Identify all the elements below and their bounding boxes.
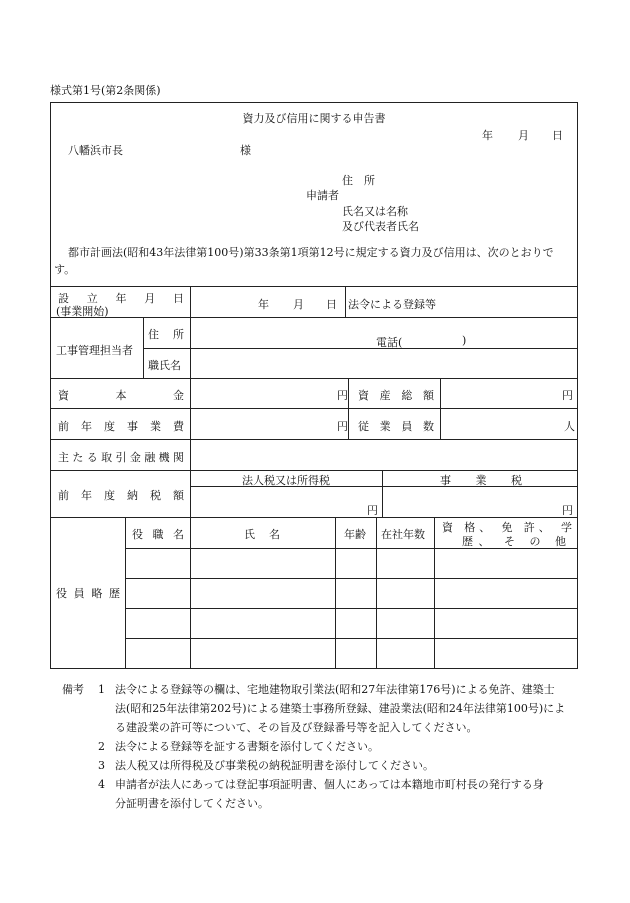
statement-line2: す。 xyxy=(54,263,76,276)
cm-address-label: 住 所 xyxy=(148,328,184,341)
capital-label: 資 本 金 xyxy=(58,389,184,402)
corp-tax-unit: 円 xyxy=(367,504,378,517)
established-month-label: 月 xyxy=(293,298,304,311)
officers-label: 役 員 略 歴 xyxy=(56,587,120,600)
established-day-label: 日 xyxy=(326,298,337,311)
note-1-line1: 法令による登録等の欄は、宅地建物取引業法(昭和27年法律第176号)による免許、建築士 xyxy=(115,683,555,696)
col-quals-header-line2: 歴、 そ の 他 xyxy=(462,535,566,548)
prev-expense-label: 前 年 度 事 業 費 xyxy=(58,420,184,433)
note-1-number: 1 xyxy=(98,683,105,696)
tax-label: 前 年 度 納 税 額 xyxy=(58,489,184,502)
col-name-header: 氏 名 xyxy=(244,528,280,541)
note-2-number: 2 xyxy=(98,740,105,753)
phone-close: ) xyxy=(462,334,467,347)
assets-label: 資 産 総 額 xyxy=(358,389,434,402)
note-3: 法人税又は所得税及び事業税の納税証明書を添付してください。 xyxy=(115,759,434,772)
construction-manager-label: 工事管理担当者 xyxy=(56,344,133,357)
date-year-label: 年 xyxy=(482,129,493,142)
addressee-mayor: 八幡浜市長 xyxy=(68,144,123,157)
business-tax-unit: 円 xyxy=(562,504,573,517)
date-month-label: 月 xyxy=(518,129,529,142)
cm-name-label: 職氏名 xyxy=(148,359,181,372)
bank-label: 主たる取引金融機関 xyxy=(58,451,184,464)
col-years-header: 在社年数 xyxy=(381,528,425,541)
statement-line1: 都市計画法(昭和43年法律第100号)第33条第1項第12号に規定する資力及び信用は、次のとおりで xyxy=(68,246,554,259)
corp-tax-label: 法人税又は所得税 xyxy=(242,474,330,487)
phone-label: 電話( xyxy=(376,336,403,349)
note-1-line2: 法(昭和25年法律第202号)による建築士事務所登録、建設業法(昭和24年法律第100号)によ xyxy=(115,702,566,715)
note-3-number: 3 xyxy=(98,759,105,772)
applicant-address-label: 住 所 xyxy=(342,174,375,187)
applicant-rep-label: 及び代表者氏名 xyxy=(342,220,419,233)
business-tax-label: 事 業 税 xyxy=(440,474,522,487)
established-year-label: 年 xyxy=(258,298,269,311)
note-2: 法令による登録等を証する書類を添付してください。 xyxy=(115,740,379,753)
form-reference: 様式第1号(第2条関係) xyxy=(50,84,161,97)
registration-label: 法令による登録等 xyxy=(348,298,436,311)
col-age-header: 年齢 xyxy=(344,528,366,541)
employees-label: 従 業 員 数 xyxy=(358,420,434,433)
note-4-number: 4 xyxy=(98,778,105,791)
capital-unit: 円 xyxy=(337,389,348,402)
established-sub-label: (事業開始) xyxy=(56,305,109,318)
form-title: 資力及び信用に関する申告書 xyxy=(242,112,386,125)
note-1-line3: る建設業の許可等について、その旨及び登録番号等を記入してください。 xyxy=(115,721,478,734)
addressee-honorific: 様 xyxy=(240,144,251,157)
prev-expense-unit: 円 xyxy=(337,420,348,433)
col-quals-header-line1: 資 格、 免 許、 学 xyxy=(442,521,572,534)
applicant-name-label: 氏名又は名称 xyxy=(342,205,408,218)
notes-label: 備考 xyxy=(62,683,84,696)
employees-unit: 人 xyxy=(564,420,575,433)
established-label: 設 立 年 月 日 xyxy=(58,292,184,305)
applicant-label: 申請者 xyxy=(306,189,339,202)
col-title-header: 役 職 名 xyxy=(132,528,184,541)
note-4-line1: 申請者が法人にあっては登記事項証明書、個人にあっては本籍地市町村長の発行する身 xyxy=(115,778,544,791)
note-4-line2: 分証明書を添付してください。 xyxy=(115,797,269,810)
date-day-label: 日 xyxy=(552,129,563,142)
assets-unit: 円 xyxy=(562,389,573,402)
